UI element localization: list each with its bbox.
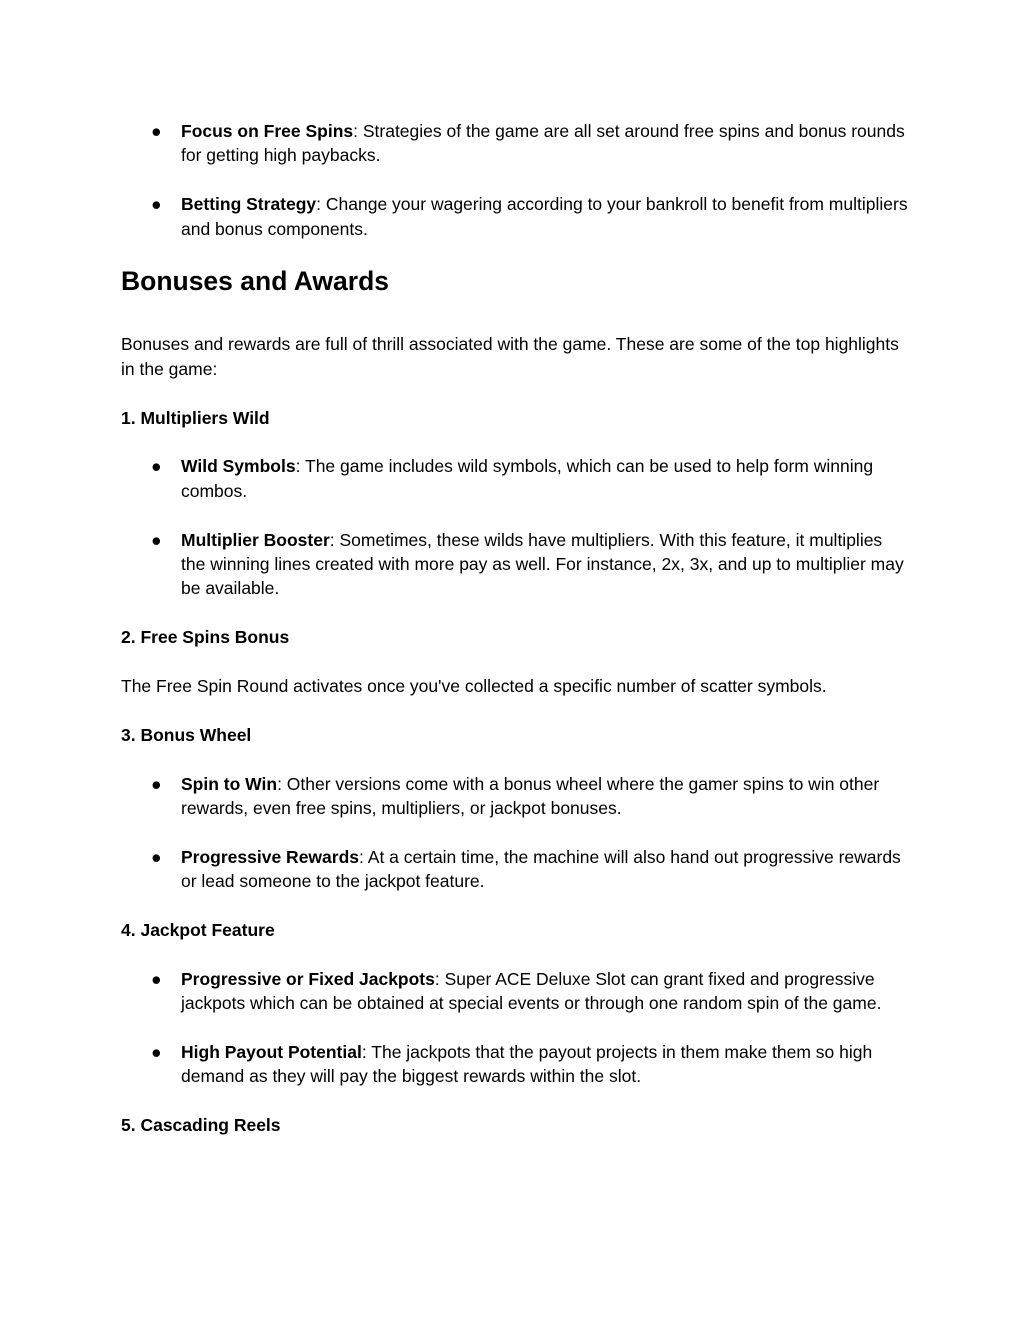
- bullet-icon: ●: [151, 529, 162, 550]
- bullet-icon: ●: [151, 456, 162, 477]
- section-heading: Bonuses and Awards: [121, 266, 390, 297]
- bullet-text: : Change your wagering according to your bankroll to benefit from multipliers and bonus components.: [181, 194, 908, 239]
- subheading-free-spins-bonus: 2. Free Spins Bonus: [121, 627, 290, 648]
- bullet-term: Wild Symbols: [181, 456, 296, 477]
- subheading-cascading-reels: 5. Cascading Reels: [121, 1115, 281, 1136]
- bullet-term: Progressive or Fixed Jackpots: [181, 968, 435, 989]
- bullet-icon: ●: [151, 968, 162, 989]
- jackpot-bullet-list: [121, 967, 911, 1089]
- bullet-text: : At a certain time, the machine will also hand out progressive rewards or lead someone to the jackpot feature.: [181, 846, 901, 892]
- list-item: [121, 967, 911, 1016]
- bullet-term: Focus on Free Spins: [181, 121, 354, 141]
- bullet-icon: ●: [151, 194, 162, 215]
- free-spins-paragraph: The Free Spin Round activates once you've collected a specific number of scatter symbols.: [121, 676, 827, 697]
- bullet-icon: ●: [151, 1042, 162, 1063]
- list-item: [121, 772, 911, 821]
- bullet-text: : Strategies of the game are all set around free spins and bonus rounds for getting high paybacks.: [181, 121, 905, 166]
- top-bullet-list: [121, 119, 911, 241]
- bullet-icon: ●: [151, 773, 162, 794]
- list-item: [121, 845, 911, 894]
- bullet-text: : The jackpots that the payout projects in them make them so high demand as they will pay the biggest rewards within the slot.: [181, 1042, 873, 1087]
- bullet-term: High Payout Potential: [181, 1042, 362, 1063]
- bullet-text: : The game includes wild symbols, which can be used to help form winning combos.: [181, 456, 874, 501]
- multipliers-bullet-list: [121, 454, 911, 600]
- subheading-bonus-wheel: 3. Bonus Wheel: [121, 724, 252, 745]
- bonus-wheel-bullet-list: [121, 772, 911, 894]
- section-intro: Bonuses and rewards are full of thrill associated with the game. These are some of the top highlights in the game:: [121, 334, 899, 379]
- document-page: [121, 119, 911, 1162]
- list-item: [121, 192, 911, 241]
- bullet-text: : Super ACE Deluxe Slot can grant fixed and progressive jackpots which can be obtained at special events or through one random spin of the game.: [181, 968, 882, 1014]
- bullet-term: Spin to Win: [181, 773, 278, 794]
- bullet-icon: ●: [151, 846, 162, 867]
- bullet-term: Betting Strategy: [181, 194, 317, 215]
- subheading-multipliers-wild: 1. Multipliers Wild: [121, 407, 270, 428]
- bullet-term: Multiplier Booster: [181, 529, 330, 550]
- subheading-jackpot-feature: 4. Jackpot Feature: [121, 920, 275, 941]
- bullet-icon: ●: [151, 121, 162, 141]
- list-item: [121, 119, 911, 168]
- bullet-term: Progressive Rewards: [181, 846, 360, 867]
- list-item: [121, 528, 911, 601]
- list-item: [121, 454, 911, 503]
- list-item: [121, 1040, 911, 1089]
- bullet-text: : Sometimes, these wilds have multipliers. With this feature, it multiplies the winning lines created with more pay as well. For instance, 2x, 3x, and up to multiplier may be available.: [181, 529, 904, 599]
- bullet-text: : Other versions come with a bonus wheel where the gamer spins to win other rewards, even free spins, multipliers, or jackpot bonuses.: [181, 773, 880, 819]
